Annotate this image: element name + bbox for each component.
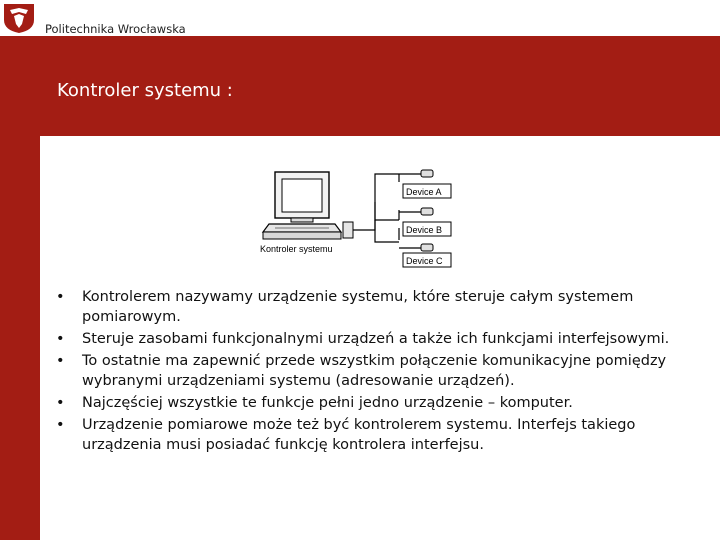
list-item <box>56 415 706 455</box>
device-a-label: Device A <box>406 187 442 197</box>
slide-title: Kontroler systemu : <box>57 80 233 101</box>
university-crest-icon <box>2 2 36 34</box>
device-b-label: Device B <box>406 225 443 235</box>
list-item <box>56 329 706 349</box>
bullet-text: Najczęściej wszystkie te funkcje pełni jedno urządzenie – komputer. <box>82 395 573 411</box>
connector-icons <box>421 170 433 251</box>
bullet-icon: • <box>56 353 65 369</box>
bus-lines <box>353 174 399 242</box>
controller-diagram <box>255 160 460 272</box>
bullet-icon: • <box>56 395 65 411</box>
controller-label: Kontroler systemu <box>260 244 333 254</box>
list-item <box>56 287 706 327</box>
bullet-text: To ostatnie ma zapewnić przede wszystkim połączenie komunikacyjne pomiędzy wybranymi urządzeniami systemu (adresowanie urządzeń). <box>82 353 667 389</box>
bullet-icon: • <box>56 331 65 347</box>
bullet-icon: • <box>56 289 65 305</box>
bullet-text: Kontrolerem nazywamy urządzenie systemu, które steruje całym systemem pomiarowym. <box>82 289 634 325</box>
bullet-text: Steruje zasobami funkcjonalnymi urządzeń a także ich funkcjami interfejsowymi. <box>82 331 670 347</box>
left-accent-bar <box>0 36 40 540</box>
computer-icon <box>263 172 353 239</box>
university-name: Politechnika Wrocławska <box>45 22 186 36</box>
bullet-list <box>56 287 706 457</box>
logo-bar <box>0 0 720 36</box>
list-item <box>56 393 706 413</box>
list-item <box>56 351 706 391</box>
bullet-icon: • <box>56 417 65 433</box>
device-c-label: Device C <box>406 256 443 266</box>
bullet-text: Urządzenie pomiarowe może też być kontrolerem systemu. Interfejs takiego urządzenia musi posiadać funkcję kontrolera interfejsu. <box>82 417 636 453</box>
